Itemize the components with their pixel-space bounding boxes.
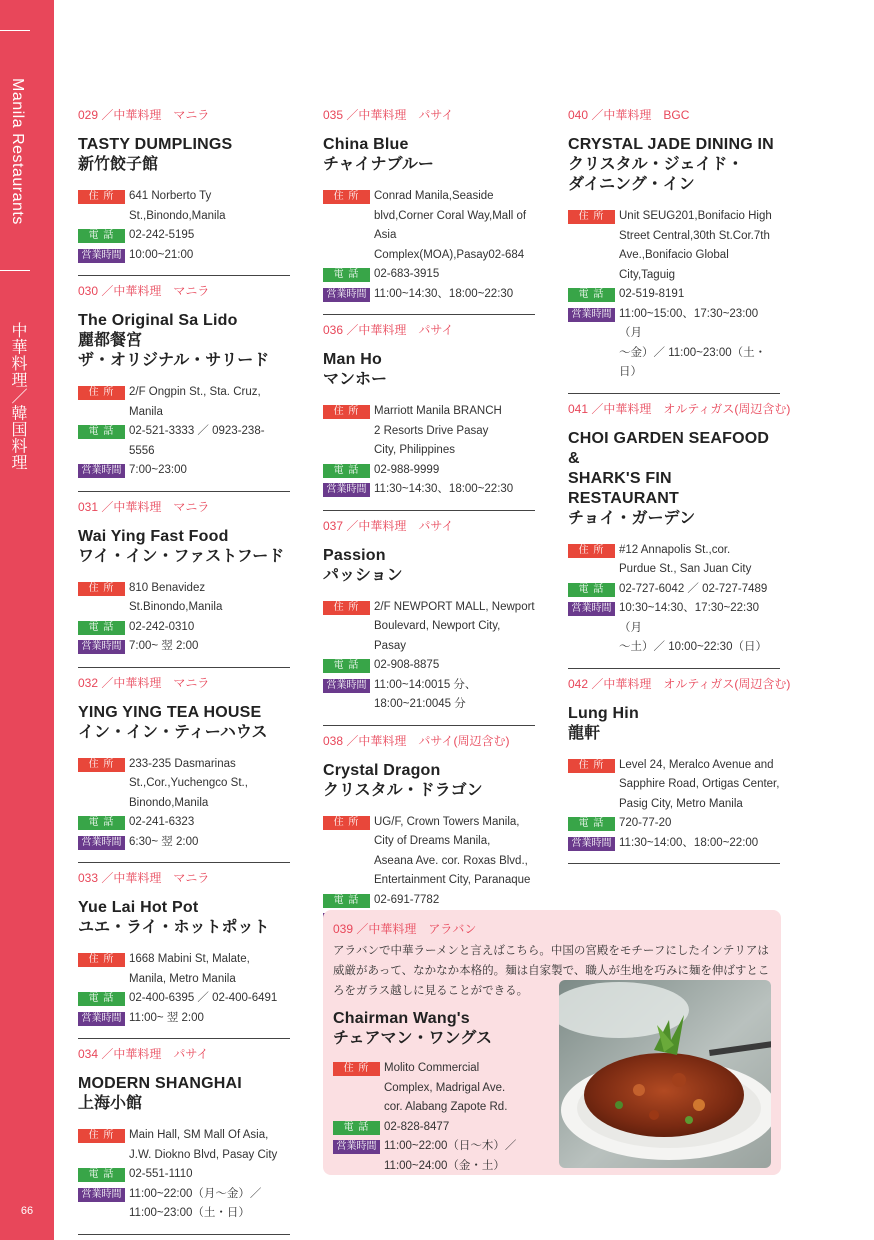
address-label: 住 所 <box>323 190 370 204</box>
phone-label: 電 話 <box>78 992 125 1006</box>
restaurant-name-en: Man Ho <box>323 351 382 368</box>
phone-label: 電 話 <box>568 288 615 302</box>
address-value: 810 Benavidez St.Binondo,Manila <box>129 581 223 613</box>
restaurant-name-jp: 龍軒 <box>568 724 601 742</box>
side-band <box>0 0 54 1240</box>
entry-category: 035 ／中華料理 パサイ <box>323 108 454 122</box>
restaurant-name-en: Wai Ying Fast Food <box>78 527 229 545</box>
entry-names <box>568 704 780 744</box>
page-number: 66 <box>20 1205 34 1217</box>
address-value: 2/F NEWPORT MALL, Newport Boulevard, Newport City, Pasay <box>374 600 535 652</box>
phone-row <box>568 285 780 305</box>
restaurant-name-jp: クリスタル・ドラゴン <box>323 781 483 799</box>
hours-value: 10:00~21:00 <box>129 248 194 261</box>
entry-names <box>78 527 290 567</box>
address-value: #12 Annapolis St.,cor. Purdue St., San Juan City <box>619 543 752 575</box>
hours-label: 営業時間 <box>568 602 615 616</box>
hours-row <box>78 461 290 481</box>
hours-label: 営業時間 <box>78 640 125 654</box>
restaurant-entry <box>78 668 290 864</box>
entry-category: 041 ／中華料理 オルティガス(周辺含む) <box>568 401 791 416</box>
entry-names <box>323 350 535 390</box>
entry-category: 030 ／中華料理 マニラ <box>78 284 210 298</box>
hours-row <box>323 480 535 500</box>
restaurant-entry <box>568 100 780 394</box>
restaurant-name-en: Yue Lai Hot Pot <box>78 899 199 916</box>
entry-category: 037 ／中華料理 パサイ <box>323 518 454 533</box>
feature-name-jp: チェアマン・ワングス <box>333 1030 493 1047</box>
entry-category: 036 ／中華料理 パサイ <box>323 323 454 337</box>
phone-row <box>78 226 290 246</box>
restaurant-entry <box>323 315 535 511</box>
hours-label: 営業時間 <box>323 483 370 497</box>
hours-row <box>568 599 780 658</box>
entry-names <box>78 703 290 743</box>
restaurant-entry <box>568 669 791 865</box>
phone-value: 02-908-8875 <box>374 659 440 671</box>
address-label: 住 所 <box>323 816 370 830</box>
phone-row <box>78 989 290 1009</box>
hours-row <box>323 285 535 305</box>
restaurant-name-jp: イン・イン・ティーハウス <box>78 723 268 741</box>
entry-names <box>323 761 535 801</box>
address-value: Unit SEUG201,Bonifacio High Street Central,30th St.Cor.7th Ave.,Bonifacio Global City,Taguig <box>619 210 772 281</box>
column-3 <box>568 100 791 864</box>
side-rule-top <box>0 30 30 31</box>
phone-row <box>568 814 780 834</box>
feature-hours: 11:00~22:00（日～木）／ 11:00~24:00（金・土） <box>384 1140 517 1172</box>
phone-value: 02-521-3333 ／ 0923-238-5556 <box>129 425 265 457</box>
phone-label: 電 話 <box>323 659 370 673</box>
restaurant-name-jp: ザ・オリジナル・サリード <box>78 352 270 369</box>
restaurant-name-jp: チャイナブルー <box>323 156 434 173</box>
hours-value: 11:30~14:00、18:00~22:00 <box>619 836 759 849</box>
entry-category: 031 ／中華料理 マニラ <box>78 499 210 514</box>
restaurant-entry <box>78 492 290 668</box>
hours-label: 営業時間 <box>78 464 125 478</box>
feature-category: 039 ／中華料理 アラバン <box>333 922 477 936</box>
phone-value: 02-241-6323 <box>129 816 195 828</box>
restaurant-name-jp: 新竹餃子館 <box>78 156 159 173</box>
hours-value: 11:00~ 翌 2:00 <box>129 1011 204 1024</box>
address-value: 233-235 Dasmarinas St.,Cor.,Yuchengco St., Binondo,Manila <box>129 757 248 809</box>
phone-label: 電 話 <box>323 464 370 478</box>
entry-names <box>323 135 535 175</box>
restaurant-name-en: YING YING TEA HOUSE <box>78 703 262 721</box>
restaurant-name-en: TASTY DUMPLINGS <box>78 136 233 153</box>
phone-row <box>78 813 290 833</box>
hours-value: 11:00~14:0015 分、 18:00~21:0045 分 <box>374 678 477 710</box>
entry-names <box>323 546 535 586</box>
feature-hours-row <box>333 1137 558 1176</box>
restaurant-name-jp: クリスタル・ジェイド・ <box>568 156 744 173</box>
restaurant-entry <box>78 276 290 492</box>
phone-row <box>323 461 535 481</box>
address-row <box>78 187 290 226</box>
restaurant-name-en: CHOI GARDEN SEAFOOD & <box>568 429 770 467</box>
hours-value: 6:30~ 翌 2:00 <box>129 835 199 848</box>
address-row <box>78 755 290 814</box>
hours-row <box>78 246 290 266</box>
phone-value: 02-242-5195 <box>129 229 195 241</box>
featured-restaurant <box>323 910 781 1175</box>
entry-names <box>568 429 780 529</box>
hours-label: 営業時間 <box>323 679 370 693</box>
sidebar-title-en: Manila Restaurants <box>9 78 26 225</box>
restaurant-entry <box>78 863 290 1039</box>
restaurant-name-en: Lung Hin <box>568 704 639 722</box>
address-value: 641 Norberto Ty St.,Binondo,Manila <box>129 190 226 222</box>
restaurant-entry <box>323 100 535 315</box>
address-label: 住 所 <box>78 582 125 596</box>
address-row <box>78 579 290 618</box>
address-row <box>78 383 290 422</box>
address-row <box>568 541 780 580</box>
restaurant-entry <box>78 1039 290 1235</box>
hours-row <box>568 834 780 854</box>
hours-label: 営業時間 <box>78 1188 125 1202</box>
hours-row <box>568 305 780 383</box>
phone-label: 電 話 <box>78 816 125 830</box>
restaurant-name-jp: マンホー <box>323 371 388 388</box>
phone-label: 電 話 <box>568 817 615 831</box>
address-label: 住 所 <box>568 759 615 773</box>
restaurant-name-en: China Blue <box>323 136 409 153</box>
phone-value: 720-77-20 <box>619 817 672 829</box>
phone-value: 02-400-6395 ／ 02-400-6491 <box>129 992 278 1004</box>
phone-label: 電 話 <box>78 621 125 635</box>
hours-value: 11:00~22:00（月～金）／ 11:00~23:00（土・日） <box>129 1187 262 1219</box>
hours-row <box>78 1185 290 1224</box>
address-row <box>568 756 780 815</box>
entry-names <box>78 1074 290 1114</box>
phone-label: 電 話 <box>323 894 370 908</box>
hours-value: 11:30~14:30、18:00~22:30 <box>374 483 514 495</box>
phone-value: 02-242-0310 <box>129 620 195 633</box>
address-value: Level 24, Meralco Avenue and Sapphire Road, Ortigas Center, Pasig City, Metro Manila <box>619 758 780 810</box>
address-label: 住 所 <box>78 386 125 400</box>
address-value: Conrad Manila,Seaside blvd,Corner Coral Way,Mall of Asia Complex(MOA),Pasay02-684 <box>374 190 527 261</box>
address-row <box>78 950 290 989</box>
address-row <box>323 187 535 265</box>
feature-description: アラバンで中華ラーメンと言えばこちら。中国の宮殿をモチーフにしたインテリアは威厳があって、なかなか本格的。麺は自家製で、職人が生地を巧みに麺を伸ばすところをガラス越しに見ることができる。 <box>333 945 770 997</box>
phone-value: 02-551-1110 <box>129 1168 193 1180</box>
dish-photo <box>559 980 771 1168</box>
entry-category: 032 ／中華料理 マニラ <box>78 675 210 690</box>
hours-value: 11:00~14:30、18:00~22:30 <box>374 287 514 300</box>
restaurant-name-en: MODERN SHANGHAI <box>78 1075 242 1092</box>
hours-label: 営業時間 <box>78 836 125 850</box>
feature-info <box>333 1059 558 1176</box>
restaurant-name-jp: ワイ・イン・ファストフード <box>78 547 285 565</box>
entry-category: 029 ／中華料理 マニラ <box>78 108 210 122</box>
restaurant-name-jp: ユエ・ライ・ホットポット <box>78 919 270 936</box>
phone-row <box>323 265 535 285</box>
phone-label: 電 話 <box>78 1168 125 1182</box>
entry-category: 033 ／中華料理 マニラ <box>78 871 210 885</box>
side-rule-bottom <box>0 270 30 271</box>
feature-names <box>333 1009 558 1049</box>
restaurant-name-en: SHARK'S FIN RESTAURANT <box>568 469 680 507</box>
address-value: Marriott Manila BRANCH 2 Resorts Drive Pasay City, Philippines <box>374 405 502 456</box>
address-row <box>323 402 535 461</box>
entry-names <box>78 311 290 371</box>
dish-photo-image <box>559 980 771 1168</box>
restaurant-name-en: Passion <box>323 546 386 564</box>
address-value: 1668 Mabini St, Malate, Manila, Metro Manila <box>129 953 250 985</box>
address-label: 住 所 <box>78 190 125 204</box>
entry-category: 040 ／中華料理 BGC <box>568 108 690 122</box>
address-label: 住 所 <box>323 601 370 615</box>
feature-address-row <box>333 1059 558 1118</box>
restaurant-name-en: CRYSTAL JADE DINING IN <box>568 136 774 153</box>
feature-name-en: Chairman Wang's <box>333 1010 470 1027</box>
phone-label: 電 話 <box>78 425 125 439</box>
restaurant-name-jp: 上海小館 <box>78 1095 143 1112</box>
feature-address: Molito Commercial Complex, Madrigal Ave. cor. Alabang Zapote Rd. <box>384 1062 508 1113</box>
address-label: 住 所 <box>78 1129 125 1143</box>
phone-label: 電 話 <box>568 583 615 597</box>
phone-value: 02-519-8191 <box>619 288 685 300</box>
restaurant-entry <box>323 511 535 726</box>
hours-value: 10:30~14:30、17:30~22:30（月 ～土）／ 10:00~22:30（日） <box>619 602 767 653</box>
restaurant-name-jp: 麗都餐宮 <box>78 332 143 349</box>
address-value: UG/F, Crown Towers Manila, City of Dreams Manila, Aseana Ave. cor. Roxas Blvd., Entertainment City, Paranaque <box>374 815 531 886</box>
phone-row <box>323 656 535 676</box>
hours-row <box>78 1009 290 1029</box>
phone-value: 02-691-7782 <box>374 893 440 906</box>
address-label: 住 所 <box>323 405 370 419</box>
restaurant-name-en: Crystal Dragon <box>323 761 441 779</box>
hours-value: 7:00~23:00 <box>129 464 187 476</box>
column-2 <box>323 100 535 941</box>
address-label: 住 所 <box>568 210 615 224</box>
phone-label: 電 話 <box>333 1121 380 1135</box>
sidebar-title-jp: 中華料理／韓国料理 <box>9 322 26 471</box>
restaurant-entry <box>78 100 290 276</box>
hours-row <box>78 637 290 657</box>
restaurant-name-en: The Original Sa Lido <box>78 312 238 329</box>
hours-row <box>78 833 290 853</box>
restaurant-name-jp: チョイ・ガーデン <box>568 509 696 527</box>
address-row <box>323 598 535 657</box>
phone-label: 電 話 <box>78 229 125 243</box>
hours-label: 営業時間 <box>568 837 615 851</box>
hours-value: 7:00~ 翌 2:00 <box>129 640 199 652</box>
phone-row <box>78 1165 290 1185</box>
column-1 <box>78 100 290 1235</box>
address-label: 住 所 <box>78 953 125 967</box>
phone-value: 02-683-3915 <box>374 268 440 280</box>
address-label: 住 所 <box>78 758 125 772</box>
entry-category: 042 ／中華料理 オルティガス(周辺含む) <box>568 676 791 691</box>
restaurant-name-jp: パッション <box>323 566 403 584</box>
phone-row <box>568 580 780 600</box>
feature-phone: 02-828-8477 <box>384 1120 450 1133</box>
address-row <box>568 207 780 285</box>
address-value: 2/F Ongpin St., Sta. Cruz, Manila <box>129 386 261 418</box>
address-label: 住 所 <box>568 544 615 558</box>
address-row <box>78 1126 290 1165</box>
entry-names <box>78 135 290 175</box>
phone-row <box>78 618 290 638</box>
phone-label: 電 話 <box>323 268 370 282</box>
phone-value: 02-727-6042 ／ 02-727-7489 <box>619 582 768 595</box>
entry-names <box>78 898 290 938</box>
address-label: 住 所 <box>333 1062 380 1076</box>
hours-label: 営業時間 <box>78 1012 125 1026</box>
address-row <box>323 813 535 891</box>
phone-value: 02-988-9999 <box>374 463 440 476</box>
address-value: Main Hall, SM Mall Of Asia, J.W. Diokno Blvd, Pasay City <box>129 1129 278 1161</box>
restaurant-entry <box>568 394 791 669</box>
entry-category: 034 ／中華料理 パサイ <box>78 1047 209 1061</box>
hours-label: 営業時間 <box>568 308 615 322</box>
entry-category: 038 ／中華料理 パサイ(周辺含む) <box>323 733 510 748</box>
phone-row <box>323 891 535 911</box>
phone-row <box>78 422 290 461</box>
hours-label: 営業時間 <box>333 1140 380 1154</box>
hours-label: 営業時間 <box>78 249 125 263</box>
hours-label: 営業時間 <box>323 288 370 302</box>
hours-value: 11:00~15:00、17:30~23:00（月 ～金）／ 11:00~23:00（土・日） <box>619 307 767 378</box>
entry-names <box>568 135 780 195</box>
restaurant-name-jp: ダイニング・イン <box>568 176 695 193</box>
feature-phone-row <box>333 1118 558 1138</box>
hours-row <box>323 676 535 715</box>
restaurant-entry <box>323 726 535 941</box>
